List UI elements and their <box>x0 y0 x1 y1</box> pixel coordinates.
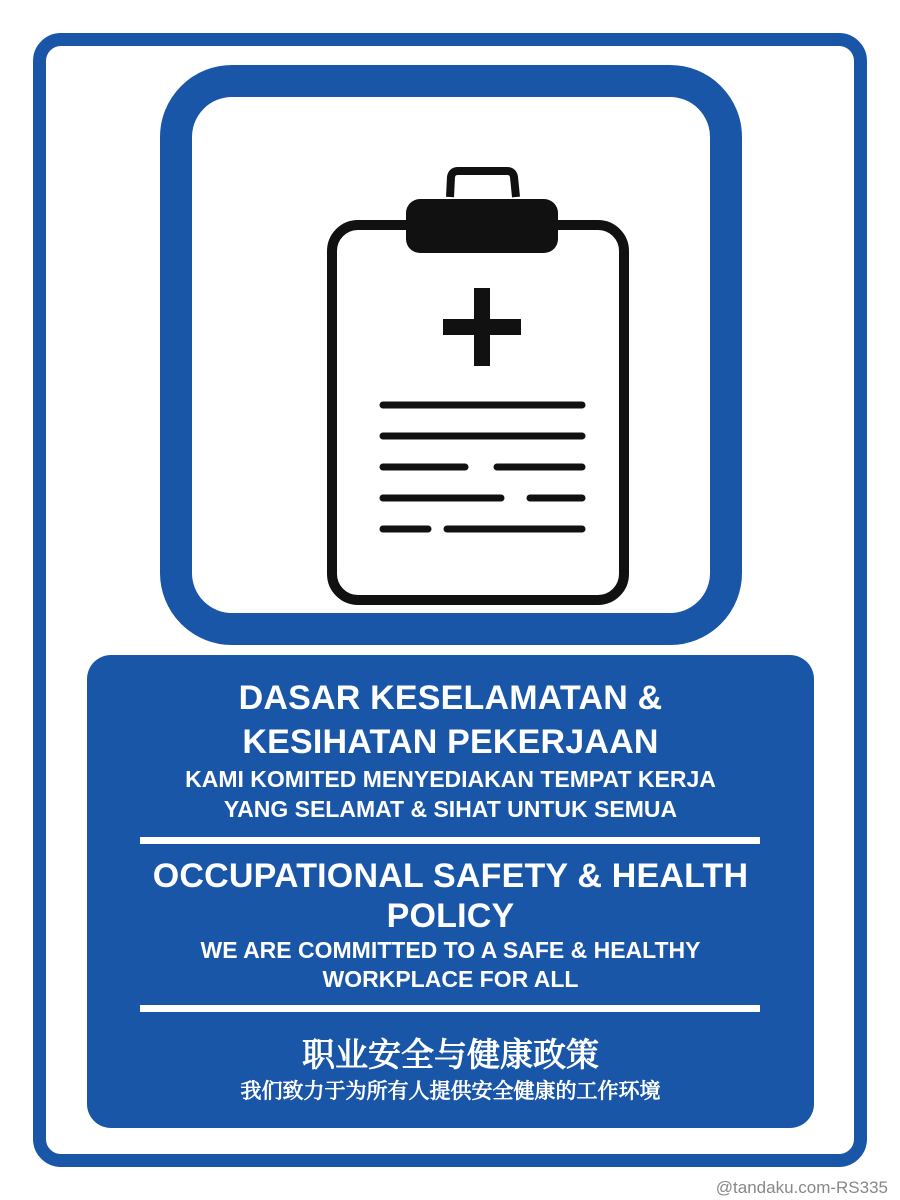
medical-clipboard-icon <box>192 97 710 613</box>
english-title-line1: OCCUPATIONAL SAFETY & HEALTH <box>152 857 749 895</box>
malay-subtitle-line1: KAMI KOMITED MENYEDIAKAN TEMPAT KERJA <box>185 766 716 792</box>
english-subtitle-line1: WE ARE COMMITTED TO A SAFE & HEALTHY <box>200 937 701 963</box>
english-title-line2: POLICY <box>386 897 515 935</box>
malay-title-line2: KESIHATAN PEKERJAAN <box>242 723 659 761</box>
watermark: @tandaku.com-RS335 <box>715 1178 888 1197</box>
malay-title-line1: DASAR KESELAMATAN & <box>238 679 663 717</box>
text-panel <box>87 655 814 1128</box>
divider-bottom <box>140 1005 760 1012</box>
chinese-title: 职业安全与健康政策 <box>302 1035 599 1074</box>
malay-subtitle-line2: YANG SELAMAT & SIHAT UNTUK SEMUA <box>223 796 678 822</box>
chinese-subtitle: 我们致力于为所有人提供安全健康的工作环境 <box>240 1079 661 1103</box>
icon-frame <box>160 65 742 645</box>
english-subtitle-line2: WORKPLACE FOR ALL <box>322 966 579 992</box>
divider-top <box>140 837 760 844</box>
